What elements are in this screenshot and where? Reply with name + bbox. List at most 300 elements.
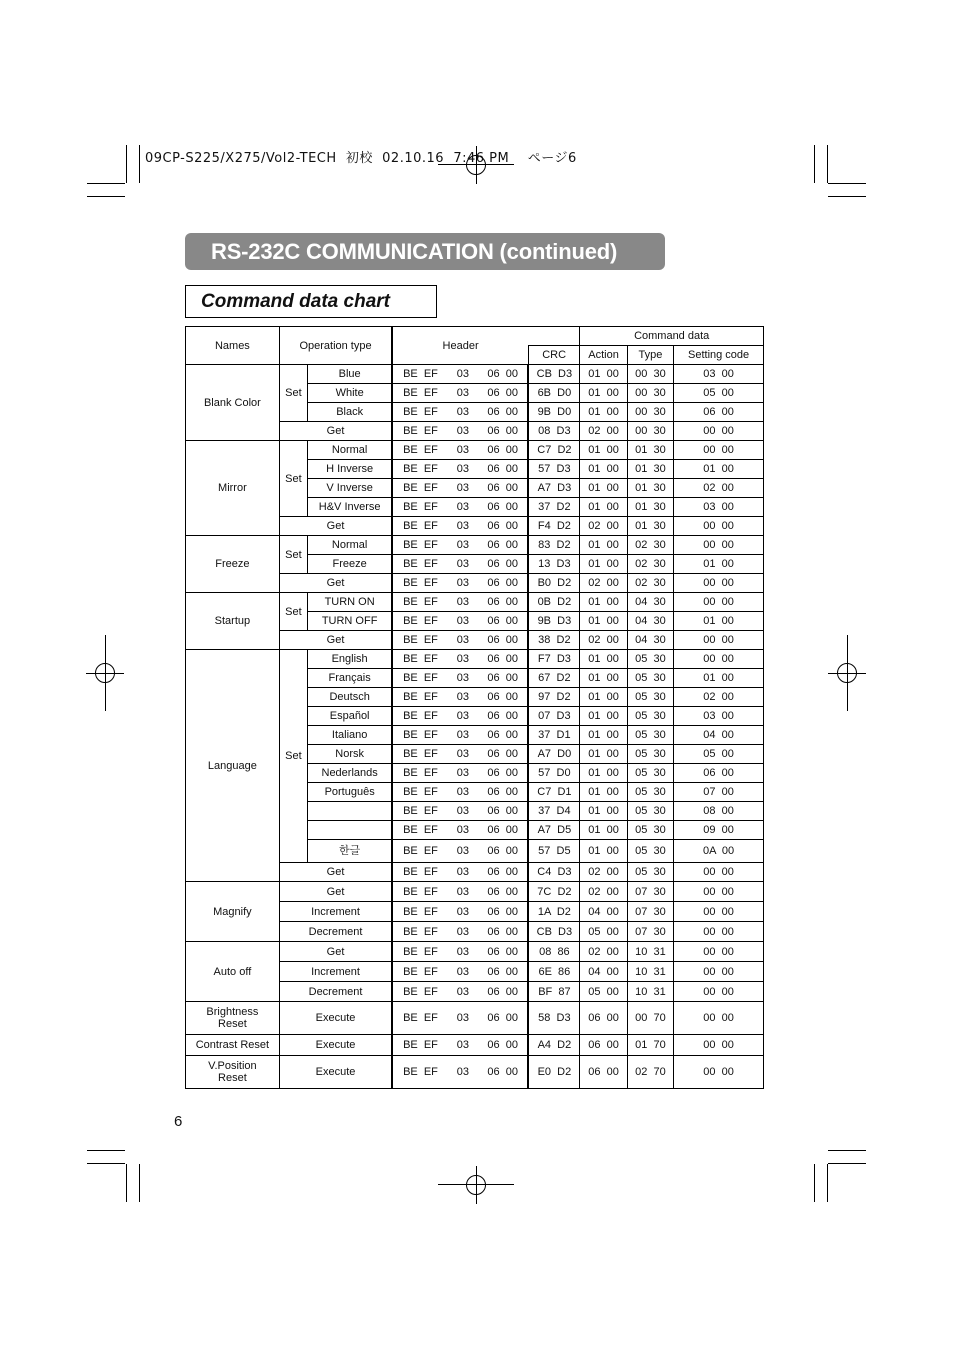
type-cell: 00 30 (627, 422, 673, 441)
action-cell: 01 00 (580, 821, 627, 840)
type-cell: 07 30 (627, 922, 673, 942)
header-bytes-cell: BE EF (392, 498, 447, 517)
header-bytes-cell: BE EF (392, 821, 447, 840)
crc-cell: A7 D3 (528, 479, 579, 498)
header-byte3-cell: 03 (448, 536, 478, 555)
operation-label: Black (308, 403, 393, 422)
header-bytes-cell: BE EF (392, 650, 447, 669)
set-label: Set (279, 441, 307, 517)
header-byte3-cell: 03 (448, 745, 478, 764)
operation-label: Italiano (308, 726, 393, 745)
table-row (186, 1035, 764, 1056)
header-bytes-cell: BE EF (392, 574, 447, 593)
header-bytes-cell: BE EF (392, 942, 447, 962)
setting-code-cell: 05 00 (674, 384, 764, 403)
crc-cell: 6B D0 (528, 384, 579, 403)
group-name: Contrast Reset (186, 1035, 280, 1056)
header-bytes-cell: BE EF (392, 517, 447, 536)
setting-code-cell: 00 00 (674, 441, 764, 460)
header-bytes2-cell: 06 00 (478, 441, 528, 460)
action-cell: 01 00 (580, 669, 627, 688)
setting-code-cell: 00 00 (674, 650, 764, 669)
crc-cell: F7 D3 (528, 650, 579, 669)
header-byte3-cell: 03 (448, 669, 478, 688)
header-bytes-cell: BE EF (392, 783, 447, 802)
operation-label: Get (279, 574, 392, 593)
type-cell: 01 30 (627, 441, 673, 460)
action-cell: 02 00 (580, 882, 627, 902)
crc-cell: CB D3 (528, 365, 579, 384)
action-cell: 01 00 (580, 479, 627, 498)
header-byte3-cell: 03 (448, 982, 478, 1002)
action-cell: 05 00 (580, 922, 627, 942)
header-byte3-cell: 03 (448, 821, 478, 840)
header-byte3-cell: 03 (448, 555, 478, 574)
header-bytes2-cell: 06 00 (478, 783, 528, 802)
setting-code-cell: 00 00 (674, 1056, 764, 1089)
header-bytes2-cell: 06 00 (478, 498, 528, 517)
header-byte3-cell: 03 (448, 365, 478, 384)
command-data-table (185, 326, 764, 1089)
header-names: Names (186, 327, 280, 365)
type-cell: 05 30 (627, 688, 673, 707)
type-cell: 10 31 (627, 982, 673, 1002)
header-bytes2-cell: 06 00 (478, 403, 528, 422)
setting-code-cell: 02 00 (674, 688, 764, 707)
setting-code-cell: 00 00 (674, 631, 764, 650)
operation-label: White (308, 384, 393, 403)
header-bytes2-cell: 06 00 (478, 517, 528, 536)
action-cell: 01 00 (580, 536, 627, 555)
header-byte3-cell: 03 (448, 764, 478, 783)
operation-label: 한글 (308, 840, 393, 863)
registration-circle-icon (466, 1175, 486, 1195)
crc-cell: 6E 86 (528, 962, 579, 982)
setting-code-cell: 04 00 (674, 726, 764, 745)
table-row (186, 536, 764, 555)
type-cell: 01 30 (627, 479, 673, 498)
setting-code-cell: 00 00 (674, 942, 764, 962)
setting-code-cell: 00 00 (674, 922, 764, 942)
type-cell: 04 30 (627, 612, 673, 631)
type-cell: 05 30 (627, 764, 673, 783)
header-bytes-cell: BE EF (392, 902, 447, 922)
operation-label: Get (279, 882, 392, 902)
header-byte3-cell: 03 (448, 403, 478, 422)
crc-cell: 57 D5 (528, 840, 579, 863)
operation-label: Increment (279, 902, 392, 922)
crc-cell: 1A D2 (528, 902, 579, 922)
type-cell: 01 30 (627, 498, 673, 517)
header-bytes2-cell: 06 00 (478, 863, 528, 882)
crc-cell: 58 D3 (528, 1002, 579, 1035)
header-bytes2-cell: 06 00 (478, 962, 528, 982)
print-header: 09CP-S225/X275/Vol2-TECH 初校 02.10.16 7:46 PM ページ6 (145, 151, 577, 166)
page-title-banner (185, 233, 665, 270)
header-bytes2-cell: 06 00 (478, 1035, 528, 1056)
crc-cell: CB D3 (528, 922, 579, 942)
setting-code-cell: 01 00 (674, 460, 764, 479)
setting-code-cell: 03 00 (674, 707, 764, 726)
header-bytes-cell: BE EF (392, 669, 447, 688)
header-bytes2-cell: 06 00 (478, 612, 528, 631)
header-bytes-cell: BE EF (392, 593, 447, 612)
crc-cell: 83 D2 (528, 536, 579, 555)
type-cell: 00 30 (627, 403, 673, 422)
table-row (186, 942, 764, 962)
table-body (186, 327, 764, 1089)
crc-cell: 37 D1 (528, 726, 579, 745)
operation-label: H Inverse (308, 460, 393, 479)
group-name: Freeze (186, 536, 280, 593)
header-byte3-cell: 03 (448, 1056, 478, 1089)
header-bytes2-cell: 06 00 (478, 460, 528, 479)
header-byte3-cell: 03 (448, 1002, 478, 1035)
type-cell: 05 30 (627, 863, 673, 882)
action-cell: 01 00 (580, 384, 627, 403)
action-cell: 01 00 (580, 726, 627, 745)
crc-cell: 9B D0 (528, 403, 579, 422)
operation-label: Decrement (279, 922, 392, 942)
crc-cell: 37 D2 (528, 498, 579, 517)
type-cell: 10 31 (627, 962, 673, 982)
setting-code-cell: 06 00 (674, 403, 764, 422)
action-cell: 01 00 (580, 688, 627, 707)
operation-label: Freeze (308, 555, 393, 574)
header-setting-code: Setting code (674, 346, 764, 365)
header-byte3-cell: 03 (448, 726, 478, 745)
group-name: V.Position Reset (186, 1056, 280, 1089)
type-cell: 00 30 (627, 384, 673, 403)
header-byte3-cell: 03 (448, 863, 478, 882)
action-cell: 01 00 (580, 403, 627, 422)
crc-cell: C7 D2 (528, 441, 579, 460)
table-row (186, 441, 764, 460)
action-cell: 06 00 (580, 1002, 627, 1035)
action-cell: 01 00 (580, 460, 627, 479)
type-cell: 04 30 (627, 593, 673, 612)
header-byte3-cell: 03 (448, 942, 478, 962)
header-bytes-cell: BE EF (392, 962, 447, 982)
crc-cell: 37 D4 (528, 802, 579, 821)
header-bytes-cell: BE EF (392, 840, 447, 863)
crc-cell: A7 D5 (528, 821, 579, 840)
action-cell: 02 00 (580, 422, 627, 441)
header-bytes-cell: BE EF (392, 536, 447, 555)
header-bytes-cell: BE EF (392, 631, 447, 650)
operation-label: TURN OFF (308, 612, 393, 631)
type-cell: 01 30 (627, 460, 673, 479)
type-cell: 02 30 (627, 555, 673, 574)
type-cell: 07 30 (627, 882, 673, 902)
page-number: 6 (174, 1113, 183, 1130)
action-cell: 01 00 (580, 441, 627, 460)
crc-cell: B0 D2 (528, 574, 579, 593)
action-cell: 05 00 (580, 982, 627, 1002)
action-cell: 02 00 (580, 631, 627, 650)
header-bytes-cell: BE EF (392, 745, 447, 764)
type-cell: 05 30 (627, 783, 673, 802)
setting-code-cell: 00 00 (674, 593, 764, 612)
operation-label: Execute (279, 1056, 392, 1089)
action-cell: 01 00 (580, 555, 627, 574)
type-cell: 00 70 (627, 1002, 673, 1035)
crc-cell: 38 D2 (528, 631, 579, 650)
header-byte3-cell: 03 (448, 479, 478, 498)
header-bytes2-cell: 06 00 (478, 1056, 528, 1089)
section-title: Command data chart (201, 290, 390, 312)
header-bytes-cell: BE EF (392, 1056, 447, 1089)
action-cell: 02 00 (580, 942, 627, 962)
registration-circle-icon (95, 663, 115, 683)
header-crc: CRC (528, 346, 579, 365)
setting-code-cell: 00 00 (674, 1035, 764, 1056)
table-row (186, 1002, 764, 1035)
operation-label: Norsk (308, 745, 393, 764)
crc-cell: 97 D2 (528, 688, 579, 707)
group-name: Auto off (186, 942, 280, 1002)
type-cell: 04 30 (627, 631, 673, 650)
action-cell: 01 00 (580, 498, 627, 517)
setting-code-cell: 08 00 (674, 802, 764, 821)
action-cell: 01 00 (580, 783, 627, 802)
header-byte3-cell: 03 (448, 922, 478, 942)
header-bytes-cell: BE EF (392, 922, 447, 942)
header-bytes-cell: BE EF (392, 764, 447, 783)
header-command-data: Command data (580, 327, 764, 346)
type-cell: 05 30 (627, 840, 673, 863)
header-byte3-cell: 03 (448, 783, 478, 802)
header-bytes-cell: BE EF (392, 403, 447, 422)
header-bytes2-cell: 06 00 (478, 574, 528, 593)
setting-code-cell: 01 00 (674, 555, 764, 574)
header-bytes2-cell: 06 00 (478, 384, 528, 403)
crc-cell: 57 D3 (528, 460, 579, 479)
type-cell: 05 30 (627, 669, 673, 688)
setting-code-cell: 05 00 (674, 745, 764, 764)
header-bytes-cell: BE EF (392, 982, 447, 1002)
crc-cell: BF 87 (528, 982, 579, 1002)
action-cell: 01 00 (580, 764, 627, 783)
header-byte3-cell: 03 (448, 688, 478, 707)
action-cell: 01 00 (580, 707, 627, 726)
operation-label: English (308, 650, 393, 669)
action-cell: 04 00 (580, 902, 627, 922)
table-row (186, 882, 764, 902)
operation-label: Get (279, 422, 392, 441)
type-cell: 01 30 (627, 517, 673, 536)
header-byte3-cell: 03 (448, 517, 478, 536)
header-bytes2-cell: 06 00 (478, 882, 528, 902)
header-byte3-cell: 03 (448, 962, 478, 982)
operation-label: Español (308, 707, 393, 726)
header-bytes2-cell: 06 00 (478, 688, 528, 707)
setting-code-cell: 09 00 (674, 821, 764, 840)
header-byte3-cell: 03 (448, 460, 478, 479)
setting-code-cell: 00 00 (674, 517, 764, 536)
setting-code-cell: 07 00 (674, 783, 764, 802)
header-byte3-cell: 03 (448, 802, 478, 821)
header-bytes-cell: BE EF (392, 612, 447, 631)
operation-label: H&V Inverse (308, 498, 393, 517)
type-cell: 05 30 (627, 821, 673, 840)
setting-code-cell: 03 00 (674, 365, 764, 384)
setting-code-cell: 02 00 (674, 479, 764, 498)
operation-label: Decrement (279, 982, 392, 1002)
crc-cell: 08 86 (528, 942, 579, 962)
crc-cell: 9B D3 (528, 612, 579, 631)
operation-label: Nederlands (308, 764, 393, 783)
operation-label: V Inverse (308, 479, 393, 498)
setting-code-cell: 00 00 (674, 863, 764, 882)
crc-cell: 13 D3 (528, 555, 579, 574)
action-cell: 01 00 (580, 745, 627, 764)
group-name: Startup (186, 593, 280, 650)
header-bytes2-cell: 06 00 (478, 982, 528, 1002)
header-byte3-cell: 03 (448, 612, 478, 631)
action-cell: 01 00 (580, 593, 627, 612)
header-bytes2-cell: 06 00 (478, 669, 528, 688)
header-bytes2-cell: 06 00 (478, 726, 528, 745)
crc-cell: F4 D2 (528, 517, 579, 536)
set-label: Set (279, 650, 307, 863)
table-row (186, 650, 764, 669)
type-cell: 05 30 (627, 650, 673, 669)
header-bytes-cell: BE EF (392, 707, 447, 726)
crc-cell: 08 D3 (528, 422, 579, 441)
setting-code-cell: 00 00 (674, 882, 764, 902)
header-bytes2-cell: 06 00 (478, 802, 528, 821)
header-bytes2-cell: 06 00 (478, 422, 528, 441)
header-byte3-cell: 03 (448, 574, 478, 593)
header-bytes-cell: BE EF (392, 863, 447, 882)
setting-code-cell: 00 00 (674, 574, 764, 593)
header-bytes-cell: BE EF (392, 882, 447, 902)
crc-cell: C7 D1 (528, 783, 579, 802)
registration-circle-icon (837, 663, 857, 683)
setting-code-cell: 01 00 (674, 669, 764, 688)
action-cell: 02 00 (580, 863, 627, 882)
type-cell: 10 31 (627, 942, 673, 962)
group-name: Magnify (186, 882, 280, 942)
group-name: Brightness Reset (186, 1002, 280, 1035)
header-bytes2-cell: 06 00 (478, 707, 528, 726)
section-title-box (185, 285, 437, 318)
header-type: Type (627, 346, 673, 365)
header-bytes-cell: BE EF (392, 460, 447, 479)
setting-code-cell: 03 00 (674, 498, 764, 517)
setting-code-cell: 06 00 (674, 764, 764, 783)
type-cell: 02 30 (627, 574, 673, 593)
header-bytes2-cell: 06 00 (478, 745, 528, 764)
type-cell: 01 70 (627, 1035, 673, 1056)
crc-cell: E0 D2 (528, 1056, 579, 1089)
set-label: Set (279, 593, 307, 631)
crc-cell: A7 D0 (528, 745, 579, 764)
table-header-row (186, 327, 764, 346)
header-bytes2-cell: 06 00 (478, 555, 528, 574)
operation-label (308, 802, 393, 821)
header-byte3-cell: 03 (448, 498, 478, 517)
setting-code-cell: 0A 00 (674, 840, 764, 863)
crc-cell: 07 D3 (528, 707, 579, 726)
type-cell: 07 30 (627, 902, 673, 922)
crc-cell: C4 D3 (528, 863, 579, 882)
group-name: Language (186, 650, 280, 882)
operation-label: Deutsch (308, 688, 393, 707)
action-cell: 01 00 (580, 612, 627, 631)
action-cell: 02 00 (580, 517, 627, 536)
action-cell: 01 00 (580, 650, 627, 669)
action-cell: 02 00 (580, 574, 627, 593)
type-cell: 02 70 (627, 1056, 673, 1089)
table-row (186, 1056, 764, 1089)
table-row (186, 593, 764, 612)
header-byte3-cell: 03 (448, 650, 478, 669)
group-name: Mirror (186, 441, 280, 536)
action-cell: 01 00 (580, 802, 627, 821)
setting-code-cell: 00 00 (674, 902, 764, 922)
header-bytes2-cell: 06 00 (478, 479, 528, 498)
setting-code-cell: 00 00 (674, 536, 764, 555)
header-bytes-cell: BE EF (392, 479, 447, 498)
type-cell: 05 30 (627, 745, 673, 764)
operation-label: Get (279, 942, 392, 962)
header-byte3-cell: 03 (448, 707, 478, 726)
operation-label: Normal (308, 536, 393, 555)
setting-code-cell: 01 00 (674, 612, 764, 631)
header-byte3-cell: 03 (448, 422, 478, 441)
action-cell: 04 00 (580, 962, 627, 982)
action-cell: 01 00 (580, 840, 627, 863)
header-bytes2-cell: 06 00 (478, 593, 528, 612)
operation-label: Get (279, 631, 392, 650)
action-cell: 01 00 (580, 365, 627, 384)
operation-label: Français (308, 669, 393, 688)
header-header: Header (392, 327, 528, 365)
table-row (186, 365, 764, 384)
header-byte3-cell: 03 (448, 1035, 478, 1056)
crc-cell: 7C D2 (528, 882, 579, 902)
operation-label: Blue (308, 365, 393, 384)
action-cell: 06 00 (580, 1056, 627, 1089)
header-bytes2-cell: 06 00 (478, 764, 528, 783)
header-bytes2-cell: 06 00 (478, 821, 528, 840)
header-bytes-cell: BE EF (392, 688, 447, 707)
operation-label (308, 821, 393, 840)
header-operation-type: Operation type (279, 327, 392, 365)
header-bytes-cell: BE EF (392, 365, 447, 384)
header-bytes2-cell: 06 00 (478, 942, 528, 962)
header-byte3-cell: 03 (448, 441, 478, 460)
header-bytes-cell: BE EF (392, 1035, 447, 1056)
type-cell: 05 30 (627, 726, 673, 745)
header-crc-blank (528, 327, 579, 346)
crc-cell: A4 D2 (528, 1035, 579, 1056)
operation-label: Normal (308, 441, 393, 460)
header-byte3-cell: 03 (448, 631, 478, 650)
setting-code-cell: 00 00 (674, 422, 764, 441)
setting-code-cell: 00 00 (674, 982, 764, 1002)
setting-code-cell: 00 00 (674, 962, 764, 982)
operation-label: Get (279, 863, 392, 882)
type-cell: 05 30 (627, 707, 673, 726)
header-byte3-cell: 03 (448, 882, 478, 902)
operation-label: Português (308, 783, 393, 802)
header-bytes2-cell: 06 00 (478, 840, 528, 863)
group-name: Blank Color (186, 365, 280, 441)
header-bytes-cell: BE EF (392, 555, 447, 574)
